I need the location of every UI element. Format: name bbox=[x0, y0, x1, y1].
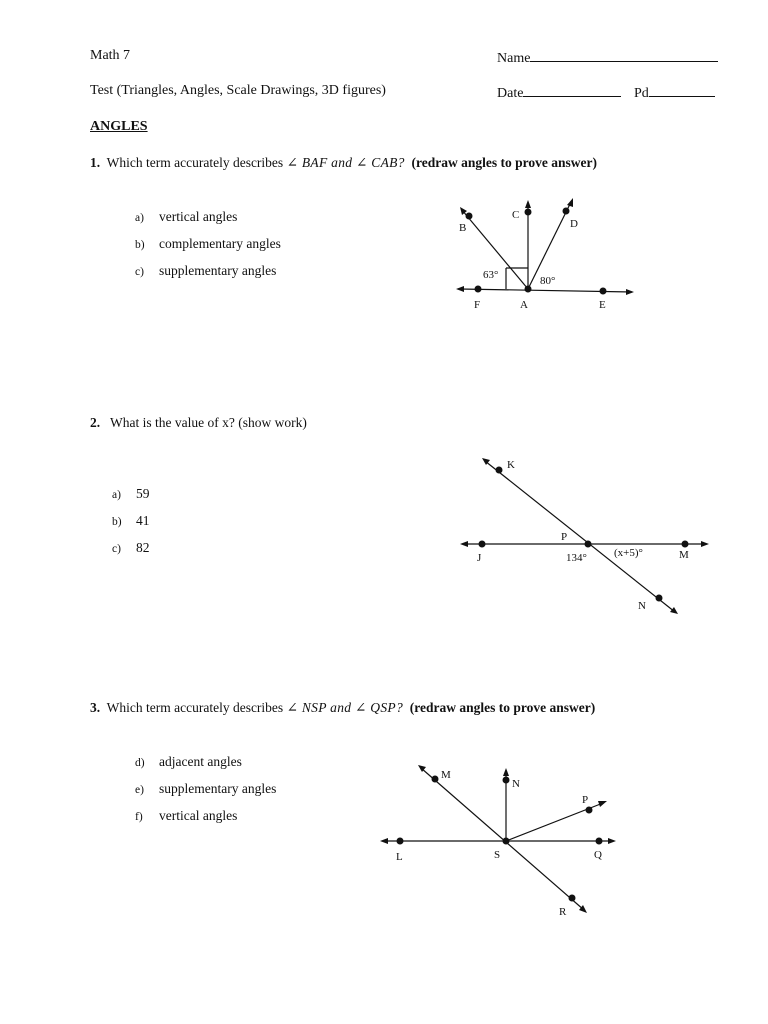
question-note: (redraw angles to prove answer) bbox=[409, 700, 596, 715]
option-text: adjacent angles bbox=[159, 754, 242, 769]
option-text: vertical angles bbox=[159, 209, 238, 224]
label-p: P bbox=[582, 794, 589, 806]
point-k bbox=[496, 467, 503, 474]
option-letter: d) bbox=[135, 757, 145, 769]
arrowhead bbox=[503, 768, 509, 776]
arrowhead bbox=[670, 607, 678, 614]
point-r bbox=[569, 895, 576, 902]
option-letter: a) bbox=[112, 489, 121, 501]
line-mr bbox=[421, 768, 584, 910]
arrowhead bbox=[598, 801, 607, 807]
question-3 bbox=[90, 700, 595, 716]
label-m: M bbox=[441, 769, 451, 781]
point-j bbox=[479, 541, 486, 548]
label-r: R bbox=[559, 906, 567, 918]
section-title: ANGLES bbox=[90, 119, 148, 134]
option-letter: a) bbox=[135, 212, 144, 224]
label-a: A bbox=[520, 299, 528, 311]
course-name: Math 7 bbox=[90, 48, 131, 63]
point-n bbox=[503, 777, 510, 784]
point-m bbox=[432, 776, 439, 783]
arrowhead bbox=[567, 198, 573, 207]
label-k: K bbox=[507, 459, 515, 471]
option-b[interactable] bbox=[112, 513, 150, 529]
line-kn bbox=[485, 461, 675, 612]
point-p bbox=[585, 541, 592, 548]
angle-expression: ∠ NSP and ∠ QSP? bbox=[286, 700, 403, 715]
option-text: complementary angles bbox=[159, 236, 281, 251]
label-c: C bbox=[512, 209, 520, 221]
option-f[interactable] bbox=[135, 808, 237, 824]
question-prompt: What is the value of x? (show work) bbox=[110, 415, 307, 430]
point-s bbox=[503, 838, 510, 845]
question-prompt: Which term accurately describes bbox=[106, 700, 284, 715]
question-number: 3. bbox=[90, 700, 101, 715]
label-m: M bbox=[679, 549, 689, 561]
option-a[interactable] bbox=[112, 486, 150, 502]
point-d bbox=[563, 208, 570, 215]
option-text: supplementary angles bbox=[159, 781, 277, 796]
name-label: Name bbox=[497, 51, 531, 66]
angle-label-63: 63° bbox=[483, 269, 499, 281]
question-number: 2. bbox=[90, 415, 101, 430]
label-n: N bbox=[638, 600, 646, 612]
point-c bbox=[525, 209, 532, 216]
arrowhead bbox=[608, 838, 616, 844]
label-f: F bbox=[474, 299, 481, 311]
option-letter: e) bbox=[135, 784, 144, 796]
option-text: supplementary angles bbox=[159, 263, 277, 278]
option-letter: b) bbox=[112, 516, 122, 528]
angle-label-134: 134° bbox=[566, 552, 587, 564]
option-letter: f) bbox=[135, 811, 143, 823]
label-l: L bbox=[396, 851, 403, 863]
point-e bbox=[600, 288, 607, 295]
option-d[interactable] bbox=[135, 754, 242, 770]
option-c[interactable] bbox=[112, 540, 150, 556]
option-text: 82 bbox=[136, 540, 150, 555]
label-p: P bbox=[561, 531, 568, 543]
point-l bbox=[397, 838, 404, 845]
angle-expression: ∠ BAF and ∠ CAB? bbox=[286, 155, 405, 170]
angle-label-80: 80° bbox=[540, 275, 556, 287]
label-q: Q bbox=[594, 849, 602, 861]
point-n bbox=[656, 595, 663, 602]
question-number: 1. bbox=[90, 155, 101, 170]
arrowhead bbox=[626, 289, 634, 295]
angle-label-x5: (x+5)° bbox=[614, 547, 643, 559]
label-n: N bbox=[512, 778, 520, 790]
date-label: Date bbox=[497, 86, 524, 101]
label-j: J bbox=[477, 552, 482, 564]
option-text: 41 bbox=[136, 513, 150, 528]
arrowhead bbox=[701, 541, 709, 547]
test-title: Test (Triangles, Angles, Scale Drawings, 3D figures) bbox=[90, 83, 386, 98]
point-m bbox=[682, 541, 689, 548]
label-d: D bbox=[570, 218, 578, 230]
option-e[interactable] bbox=[135, 781, 276, 797]
point-b bbox=[466, 213, 473, 220]
label-e: E bbox=[599, 299, 606, 311]
period-label: Pd bbox=[634, 86, 649, 101]
arrowhead bbox=[525, 200, 531, 208]
point-q bbox=[596, 838, 603, 845]
option-letter: b) bbox=[135, 239, 145, 251]
arrowhead bbox=[460, 541, 468, 547]
label-s: S bbox=[494, 849, 501, 861]
question-prompt: Which term accurately describes bbox=[106, 155, 284, 170]
option-text: vertical angles bbox=[159, 808, 238, 823]
label-b: B bbox=[459, 222, 467, 234]
option-letter: c) bbox=[112, 543, 121, 555]
point-a bbox=[525, 286, 532, 293]
option-letter: c) bbox=[135, 266, 144, 278]
arrowhead bbox=[456, 286, 464, 292]
point-f bbox=[475, 286, 482, 293]
point-p bbox=[586, 807, 593, 814]
option-text: 59 bbox=[136, 486, 150, 501]
question-note: (redraw angles to prove answer) bbox=[411, 155, 597, 170]
arrowhead bbox=[380, 838, 388, 844]
question-2 bbox=[90, 415, 307, 431]
